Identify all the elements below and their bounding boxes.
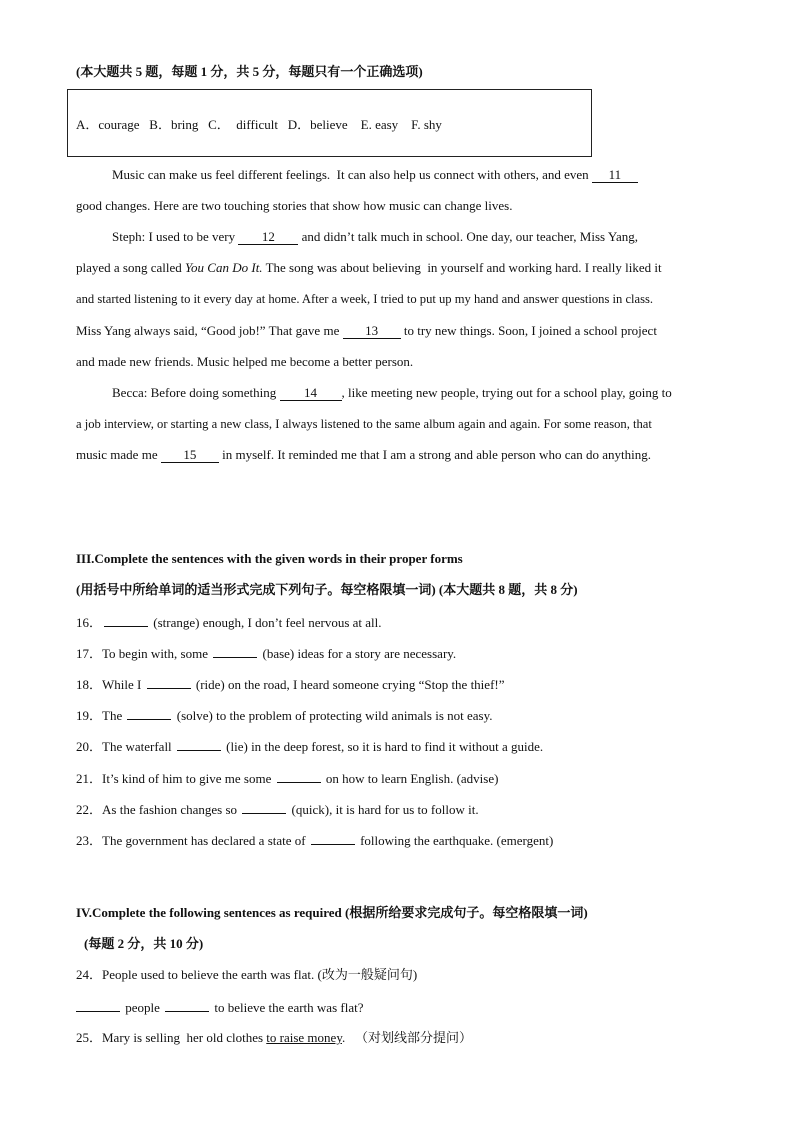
answer-blank[interactable] [242,800,286,814]
answer-blank[interactable] [213,644,257,658]
answer-blank[interactable] [311,831,355,845]
blank-12: 12 [238,229,298,245]
section2-instruction: (本大题共 5 题，每题 1 分，共 5 分，每题只有一个正确选项) [76,64,423,79]
answer-blank[interactable] [177,737,221,751]
answer-blank[interactable] [165,998,209,1012]
passage-line-7: and made new friends. Music helped me become a better person. [76,354,414,369]
passage-line-3: Steph: I used to be very 12 and didn’t talk much in school. One day, our teacher, Miss Yang, [112,229,638,244]
section3-title: III.Complete the sentences with the given words in their proper forms [76,551,463,566]
blank-14: 14 [280,385,342,401]
word-bank-options: A．courage B．bring C． difficult D．believe E. easy F. shy [76,117,442,132]
question-25: 25．Mary is selling her old clothes to raise money. （对划线部分提问） [76,1030,472,1045]
question-22: 22．As the fashion changes so (quick), it is hard for us to follow it. [76,802,479,817]
passage-line-9: a job interview, or starting a new class, I always listened to the same album again and again. For some reason, that [76,417,652,431]
answer-blank[interactable] [127,706,171,720]
question-21: 21．It’s kind of him to give me some on how to learn English. (advise) [76,771,499,786]
section3-instruction: (用括号中所给单词的适当形式完成下列句子。每空格限填一词) (本大题共 8 题，共 8 分) [76,582,578,597]
passage-line-10: music made me 15 in myself. It reminded me that I am a strong and able person who can do anything. [76,447,651,462]
section4-title: IV.Complete the following sentences as required (根据所给要求完成句子。每空格限填一词) [76,905,588,920]
question-19: 19．The (solve) to the problem of protecting wild animals is not easy. [76,708,493,723]
song-title: You Can Do It. [185,260,263,275]
passage-line-2: good changes. Here are two touching stories that show how music can change lives. [76,198,513,213]
blank-15: 15 [161,447,219,463]
section4-points: (每题 2 分，共 10 分) [84,936,204,951]
question-16: 16． (strange) enough, I don’t feel nervous at all. [76,615,382,630]
passage-line-4: played a song called You Can Do It. The song was about believing in yourself and working hard. I really liked it [76,260,662,275]
answer-blank[interactable] [277,769,321,783]
passage-line-1: Music can make us feel different feelings. It can also help us connect with others, and even 11 [112,166,638,184]
passage-line-6: Miss Yang always said, “Good job!” That gave me 13 to try new things. Soon, I joined a school project [76,323,657,338]
answer-blank[interactable] [76,998,120,1012]
question-23: 23．The government has declared a state of following the earthquake. (emergent) [76,833,554,848]
answer-blank[interactable] [147,675,191,689]
word-bank-box [67,89,592,157]
question-17: 17．To begin with, some (base) ideas for a story are necessary. [76,646,457,661]
answer-blank[interactable] [104,613,148,627]
passage-line-5: and started listening to it every day at home. After a week, I tried to put up my hand and answer questions in class. [76,292,654,306]
question-24: 24．People used to believe the earth was flat. (改为一般疑问句) [76,967,418,982]
blank-11: 11 [592,167,638,183]
question-24-answer: people to believe the earth was flat? [76,998,363,1017]
question-20: 20．The waterfall (lie) in the deep forest, so it is hard to find it without a guide. [76,739,544,754]
underlined-phrase: to raise money [266,1030,342,1045]
passage-line-8: Becca: Before doing something 14 , like meeting new people, trying out for a school play, going to [112,385,672,400]
blank-13: 13 [343,323,401,339]
question-18: 18．While I (ride) on the road, I heard someone crying “Stop the thief!” [76,677,505,692]
